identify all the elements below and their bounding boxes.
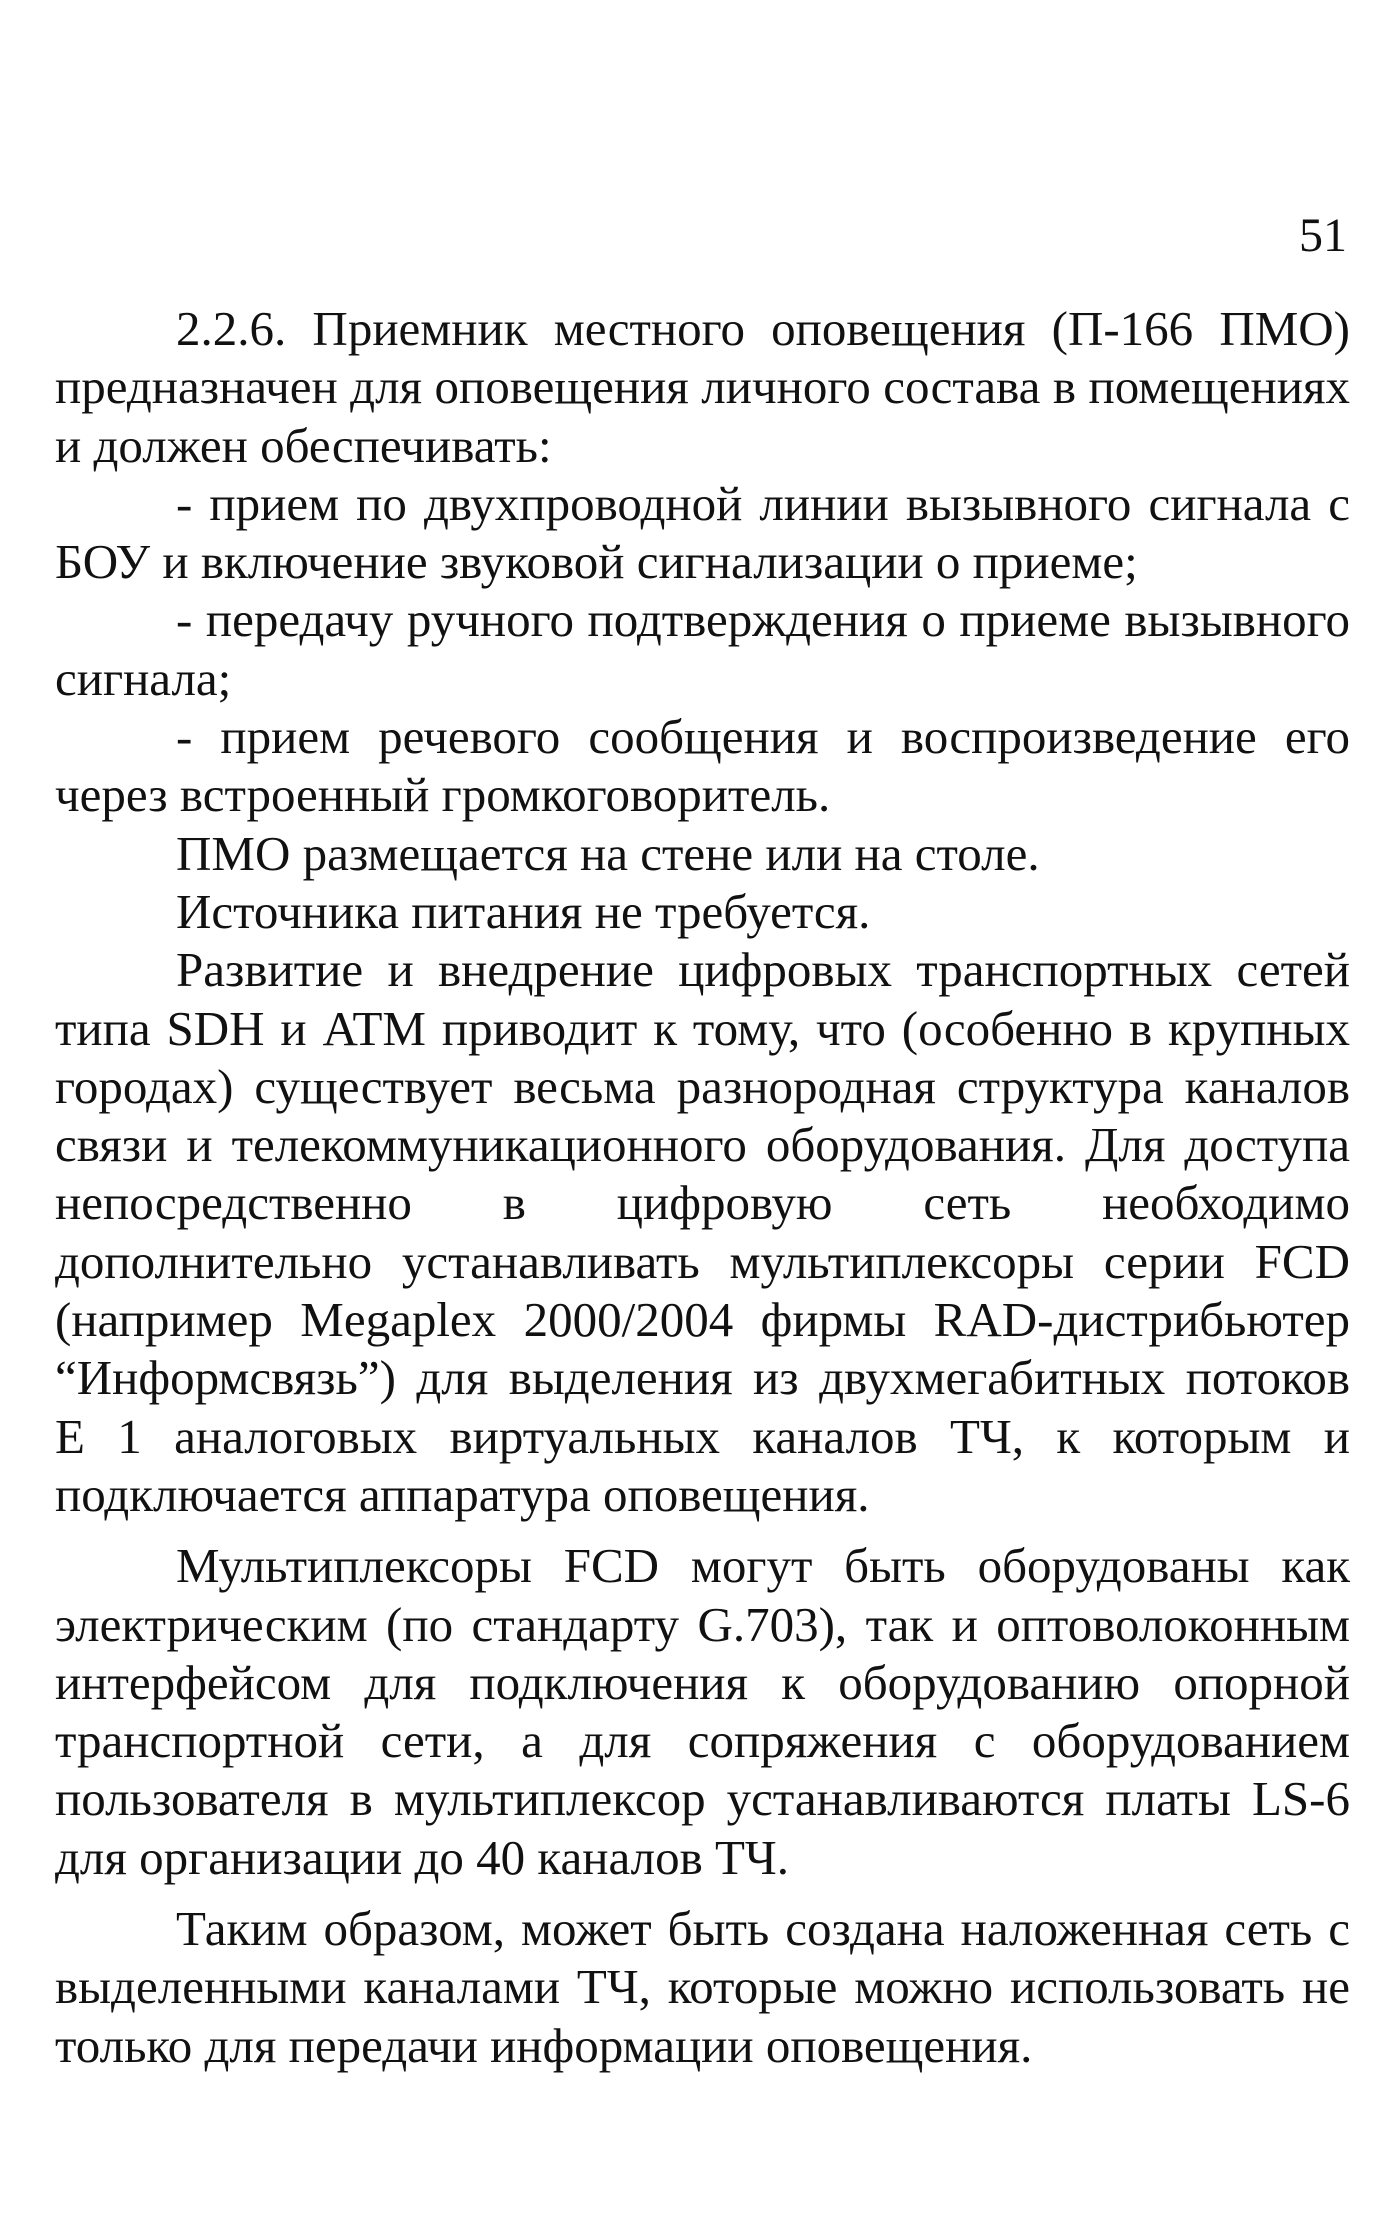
paragraph-bullet-signal-reception: - прием по двухпроводной линии вызывного сигнала с БОУ и включение звуковой сигнализации о приеме;	[55, 475, 1350, 590]
paragraph-digital-networks: Развитие и внедрение цифровых транспортных сетей типа SDH и ATM приводит к тому, что (особенно в крупных городах) существует весьма разнородная структура каналов связи и телекоммуникационного оборудования. Для доступа непосредственно в цифровую сеть необходимо дополнительно устанавливать мультиплексоры серии FCD (например Megaplex 2000/2004 фирмы RAD-дистрибьютер “Информсвязь”) для выделения из двухмегабитных потоков E 1 аналоговых виртуальных каналов ТЧ, к которым и подключается аппаратура оповещения.	[55, 942, 1350, 1522]
document-body	[55, 300, 1350, 2075]
paragraph-mounting: ПМО размещается на стене или на столе.	[176, 825, 1040, 881]
paragraph-conclusion: Таким образом, может быть создана наложенная сеть с выделенными каналами ТЧ, которые можно использовать не только для передачи информации оповещения.	[55, 1901, 1350, 2073]
paragraph-fcd-multiplexers: Мультиплексоры FCD могут быть оборудованы как электрическим (по стандарту G.703), так и оптоволоконным интерфейсом для подключения к оборудованию опорной транспортной сети, а для сопряжения с оборудованием пользователя в мультиплексор устанавливаются платы LS-6 для организации до 40 каналов ТЧ.	[55, 1538, 1350, 1885]
paragraph-receiver-intro: 2.2.6. Приемник местного оповещения (П-166 ПМО) предназначен для оповещения личного состава в помещениях и должен обеспечивать:	[55, 301, 1350, 473]
page-number: 51	[1299, 209, 1347, 262]
paragraph-bullet-voice-message: - прием речевого сообщения и воспроизведение его через встроенный громкоговоритель.	[55, 709, 1350, 823]
paragraph-power-source: Источника питания не требуется.	[176, 883, 871, 939]
paragraph-bullet-manual-confirmation: - передачу ручного подтверждения о приеме вызывного сигнала;	[55, 592, 1350, 706]
